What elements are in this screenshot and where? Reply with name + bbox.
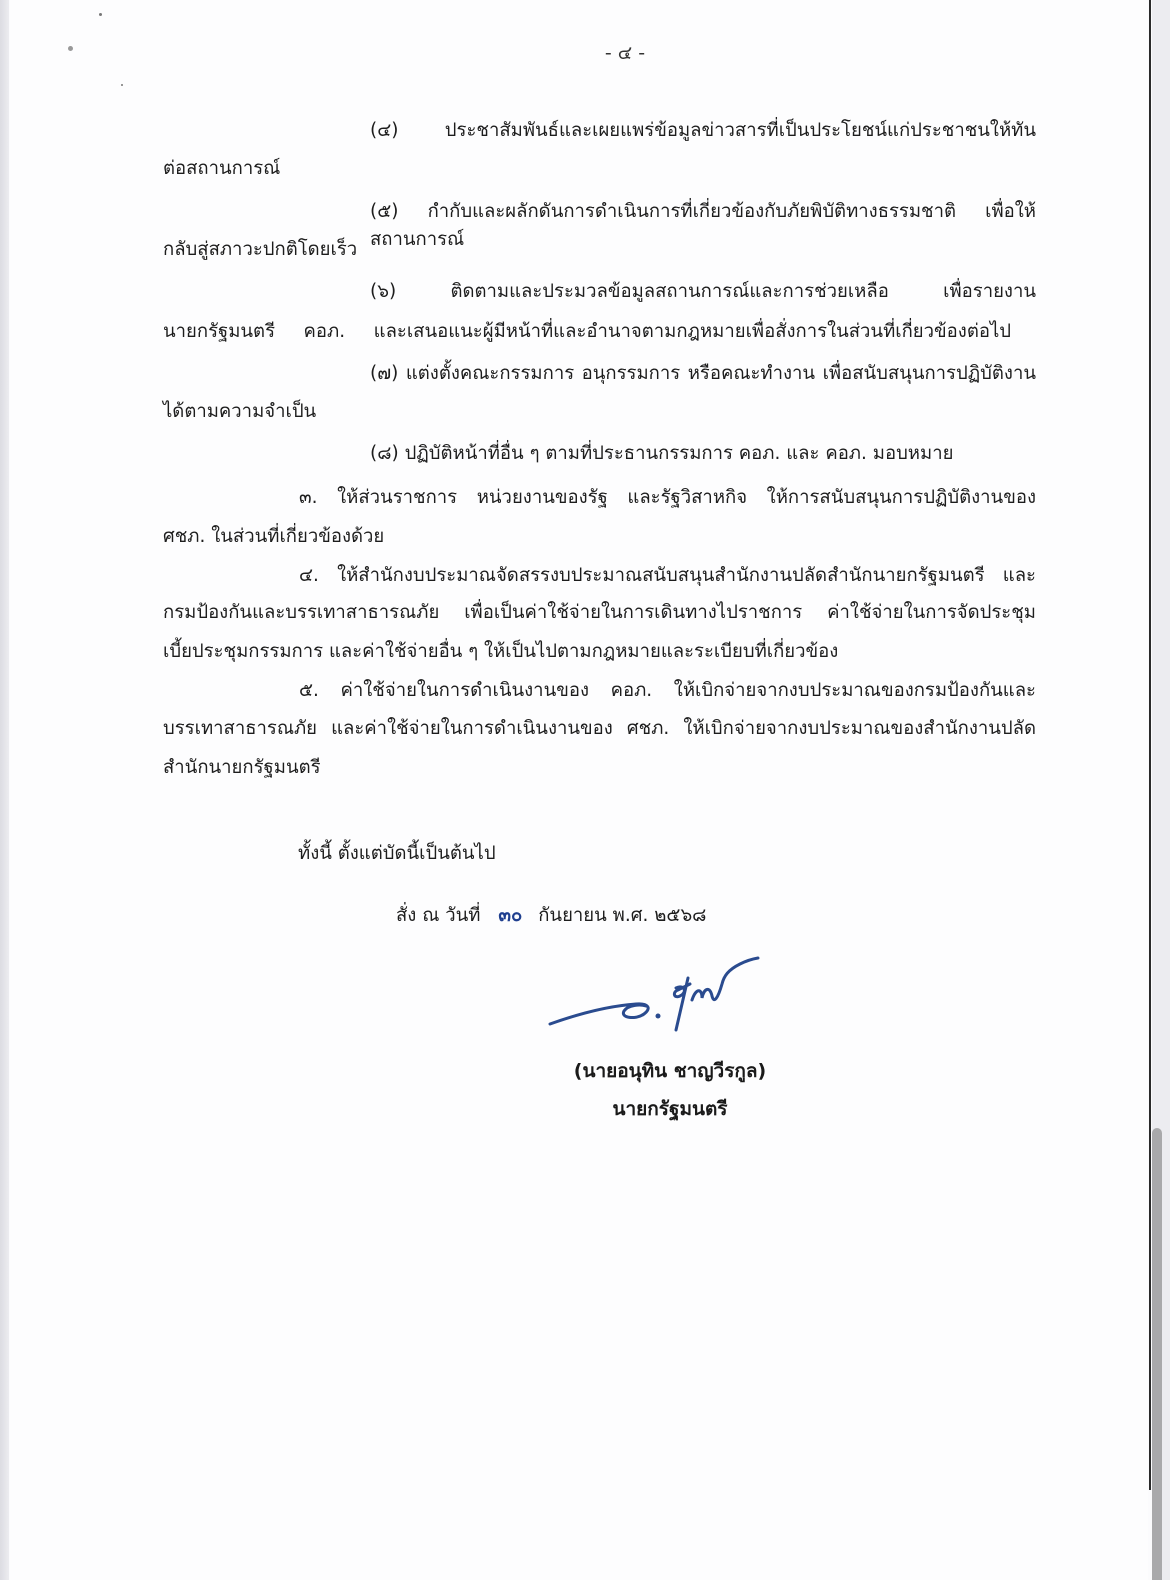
scan-speck: [121, 84, 123, 86]
item-5-line-1: (๕) กำกับและผลักดันการดำเนินการที่เกี่ยวข้องกับภัยพิบัติทางธรรมชาติ เพื่อให้สถานการณ์: [370, 201, 1036, 250]
order-date: [396, 902, 706, 930]
date-month-year: กันยายน พ.ศ. ๒๕๖๘: [538, 905, 707, 926]
item-6-line-2: นายกรัฐมนตรี คอภ. และเสนอแนะผู้มีหน้าที่และอำนาจตามกฎหมายเพื่อสั่งการในส่วนที่เกี่ยวข้องต่อไป: [163, 321, 1011, 342]
clause-4-line-2: กรมป้องกันและบรรเทาสาธารณภัย เพื่อเป็นค่าใช้จ่ายในการเดินทางไปราชการ ค่าใช้จ่ายในการจัดประชุม: [163, 602, 1036, 623]
clause-3-line-1: ๓. ให้ส่วนราชการ หน่วยงานของรัฐ และรัฐวิสาหกิจ ให้การสนับสนุนการปฏิบัติงานของ: [299, 487, 1036, 508]
signer-title: นายกรัฐมนตรี: [612, 1098, 728, 1120]
handwritten-signature-icon: [548, 948, 768, 1038]
date-prefix: สั่ง ณ วันที่: [396, 905, 481, 926]
clause-4-line-1: ๔. ให้สำนักงบประมาณจัดสรรงบประมาณสนับสนุนสำนักงานปลัดสำนักนายกรัฐมนตรี และ: [299, 565, 1036, 586]
clause-5-line-1: ๕. ค่าใช้จ่ายในการดำเนินงานของ คอภ. ให้เบิกจ่ายจากงบประมาณของกรมป้องกันและ: [299, 680, 1036, 701]
signer-name: (นายอนุทิน ชาญวีรกูล): [573, 1060, 767, 1082]
page-number: - ๔ -: [604, 42, 646, 64]
item-8-line-1: (๘) ปฏิบัติหน้าที่อื่น ๆ ตามที่ประธานกรรมการ คอภ. และ คอภ. มอบหมาย: [370, 443, 954, 464]
item-5-line-2: กลับสู่สภาวะปกติโดยเร็ว: [163, 239, 358, 260]
item-7-line-2: ได้ตามความจำเป็น: [163, 401, 317, 422]
vertical-scrollbar-thumb[interactable]: [1152, 1128, 1162, 1580]
date-day: ๓๐: [498, 905, 523, 926]
scan-speck: [99, 13, 102, 16]
item-7-line-1: (๗) แต่งตั้งคณะกรรมการ อนุกรรมการ หรือคณะทำงาน เพื่อสนับสนุนการปฏิบัติงาน: [370, 363, 1036, 384]
page-edge-line: [1149, 0, 1151, 1490]
clause-5-line-2: บรรเทาสาธารณภัย และค่าใช้จ่ายในการดำเนินงานของ ศชภ. ให้เบิกจ่ายจากงบประมาณของสำนักงานปลัด: [163, 718, 1036, 739]
clause-4-line-3: เบี้ยประชุมกรรมการ และค่าใช้จ่ายอื่น ๆ ให้เป็นไปตามกฎหมายและระเบียบที่เกี่ยวข้อง: [163, 641, 839, 662]
item-4-line-2: ต่อสถานการณ์: [163, 158, 281, 179]
viewer-left-border: [0, 0, 9, 1580]
item-6-line-1: (๖) ติดตามและประมวลข้อมูลสถานการณ์และการช่วยเหลือ เพื่อรายงาน: [370, 281, 1036, 302]
item-4-line-1: (๔) ประชาสัมพันธ์และเผยแพร่ข้อมูลข่าวสารที่เป็นประโยชน์แก่ประชาชนให้ทัน: [370, 120, 1036, 141]
effective-statement: ทั้งนี้ ตั้งแต่บัดนี้เป็นต้นไป: [298, 843, 496, 864]
clause-3-line-2: ศชภ. ในส่วนที่เกี่ยวข้องด้วย: [163, 526, 385, 547]
clause-5-line-3: สำนักนายกรัฐมนตรี: [163, 757, 321, 778]
